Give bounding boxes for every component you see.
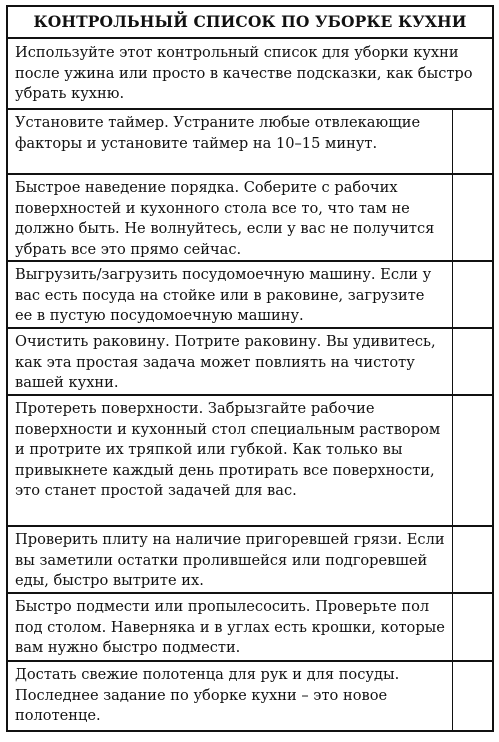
checkbox-cell[interactable]	[452, 329, 492, 394]
checklist-row	[8, 175, 492, 262]
checklist-item-text: Проверить плиту на наличие пригоревшей грязи. Если вы заметили остатки пролившейся или подгоревшей еды, быстро вытрите их.	[15, 531, 445, 589]
checklist-item-text: Очистить раковину. Потрите раковину. Вы удивитесь, как эта простая задача может повлиять на чистоту вашей кухни.	[15, 333, 436, 391]
checklist-item-text: Быстрое наведение порядка. Соберите с рабочих поверхностей и кухонного стола все то, что там не должно быть. Не волнуйтесь, если у вас не получится убрать все это прямо сейчас.	[15, 179, 435, 258]
checkbox-cell[interactable]	[452, 396, 492, 525]
checklist-row	[8, 662, 492, 730]
checklist-row	[8, 110, 492, 175]
checklist-intro: Используйте этот контрольный список для уборки кухни после ужина или просто в качестве подсказки, как быстро убрать кухню.	[8, 39, 492, 110]
checklist-item-text: Достать свежие полотенца для рук и для посуды. Последнее задание по уборке кухни – это новое полотенце.	[15, 666, 400, 724]
checklist-row	[8, 594, 492, 662]
checklist-row	[8, 396, 492, 527]
checkbox-cell[interactable]	[452, 110, 492, 173]
checklist-row	[8, 527, 492, 594]
checklist-item-text: Выгрузить/загрузить посудомоечную машину. Если у вас есть посуда на стойке или в раковине, загрузите ее в пустую посудомоечную машину.	[15, 266, 432, 324]
checklist-title: КОНТРОЛЬНЫЙ СПИСОК ПО УБОРКЕ КУХНИ	[8, 7, 492, 39]
checkbox-cell[interactable]	[452, 662, 492, 730]
checkbox-cell[interactable]	[452, 262, 492, 327]
checkbox-cell[interactable]	[452, 594, 492, 660]
checklist-item-text: Быстро подмести или пропылесосить. Проверьте пол под столом. Наверняка и в углах есть крошки, которые вам нужно быстро подмести.	[15, 598, 445, 656]
checklist-item-text: Протереть поверхности. Забрызгайте рабочие поверхности и кухонный стол специальным раствором и протрите их тряпкой или губкой. Как только вы привыкнете каждый день протирать все поверхности, это станет простой задачей для вас.	[15, 400, 441, 499]
checkbox-cell[interactable]	[452, 527, 492, 592]
checklist-item-text: Установите таймер. Устраните любые отвлекающие факторы и установите таймер на 10–15 минут.	[15, 114, 421, 152]
checkbox-cell[interactable]	[452, 175, 492, 260]
checklist-sheet	[6, 5, 494, 732]
checklist-row	[8, 262, 492, 329]
checklist-row	[8, 329, 492, 396]
